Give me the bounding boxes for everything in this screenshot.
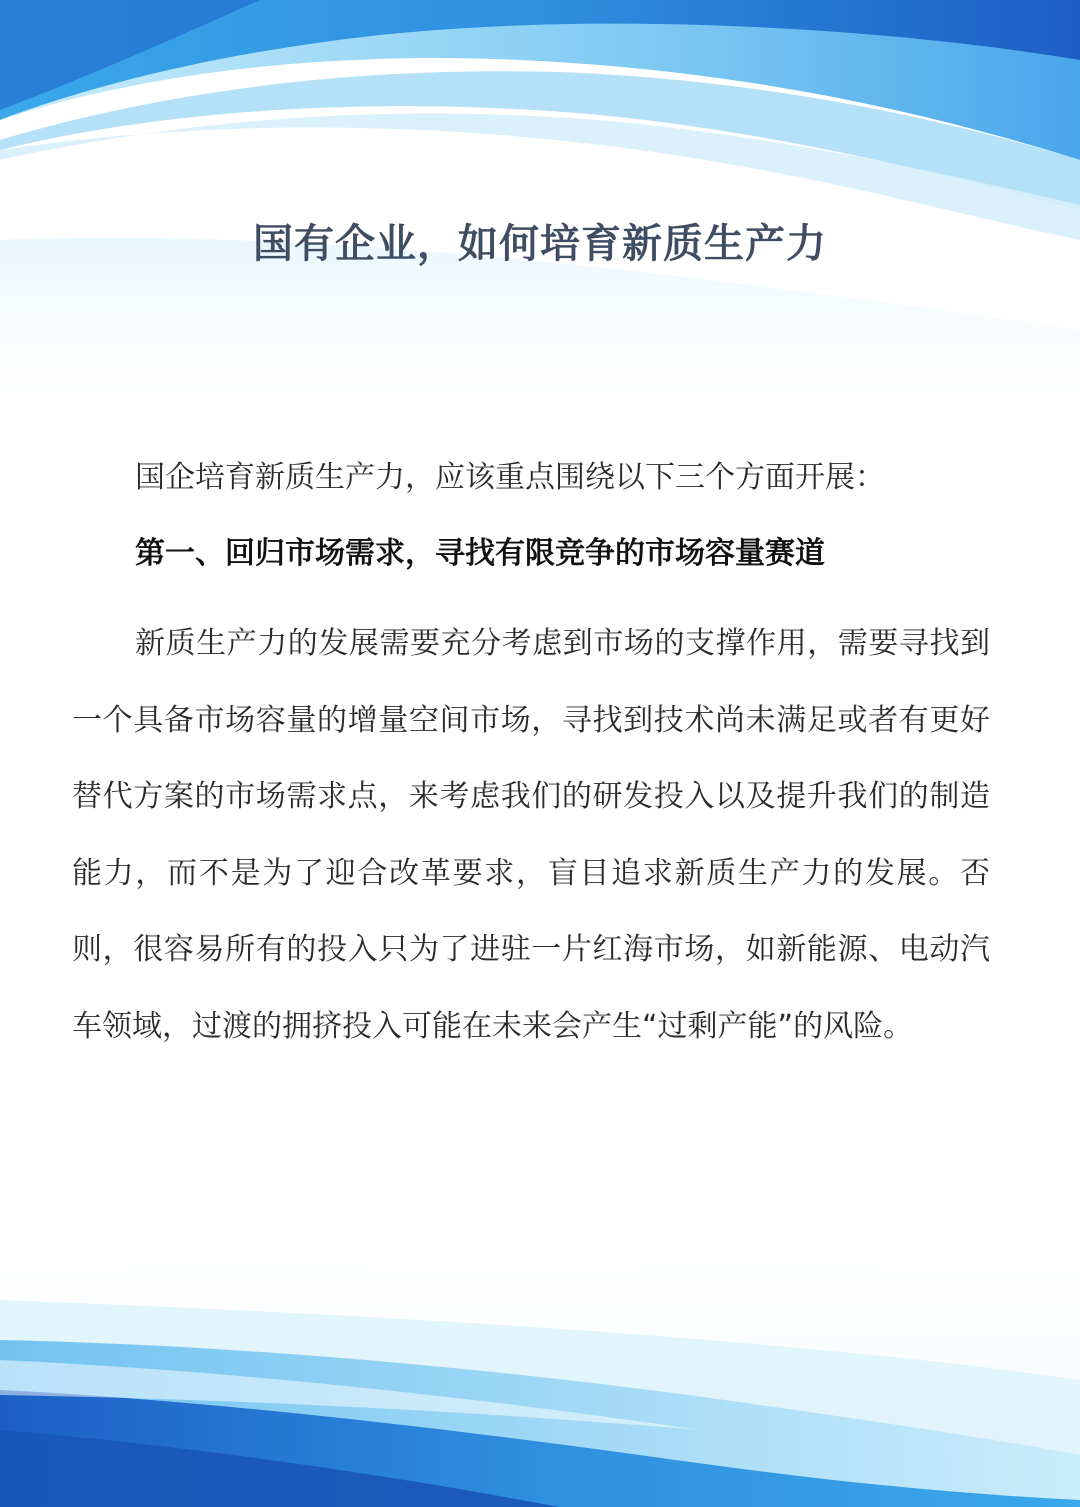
top-wave-decoration (0, 0, 1080, 420)
bottom-wave-decoration (0, 1230, 1080, 1507)
intro-paragraph: 国企培育新质生产力，应该重点围绕以下三个方面开展： (135, 460, 885, 495)
page-title: 国有企业，如何培育新质生产力 (253, 221, 827, 267)
body-paragraph: 新质生产力的发展需要充分考虑到市场的支撑作用，需要寻找到一个具备市场容量的增量空间市场，寻找到技术尚未满足或者有更好替代方案的市场需求点，来考虑我们的研发投入以及提升我们的制造能力，而不是为了迎合改革要求，盲目追求新质生产力的发展。否则，很容易所有的投入只为了进驻一片红海市场，如新能源、电动汽车领域，过渡的拥挤投入可能在未来会产生“过剩产能”的风险。 (72, 626, 990, 1044)
section-heading: 第一、回归市场需求，寻找有限竞争的市场容量赛道 (135, 536, 825, 571)
